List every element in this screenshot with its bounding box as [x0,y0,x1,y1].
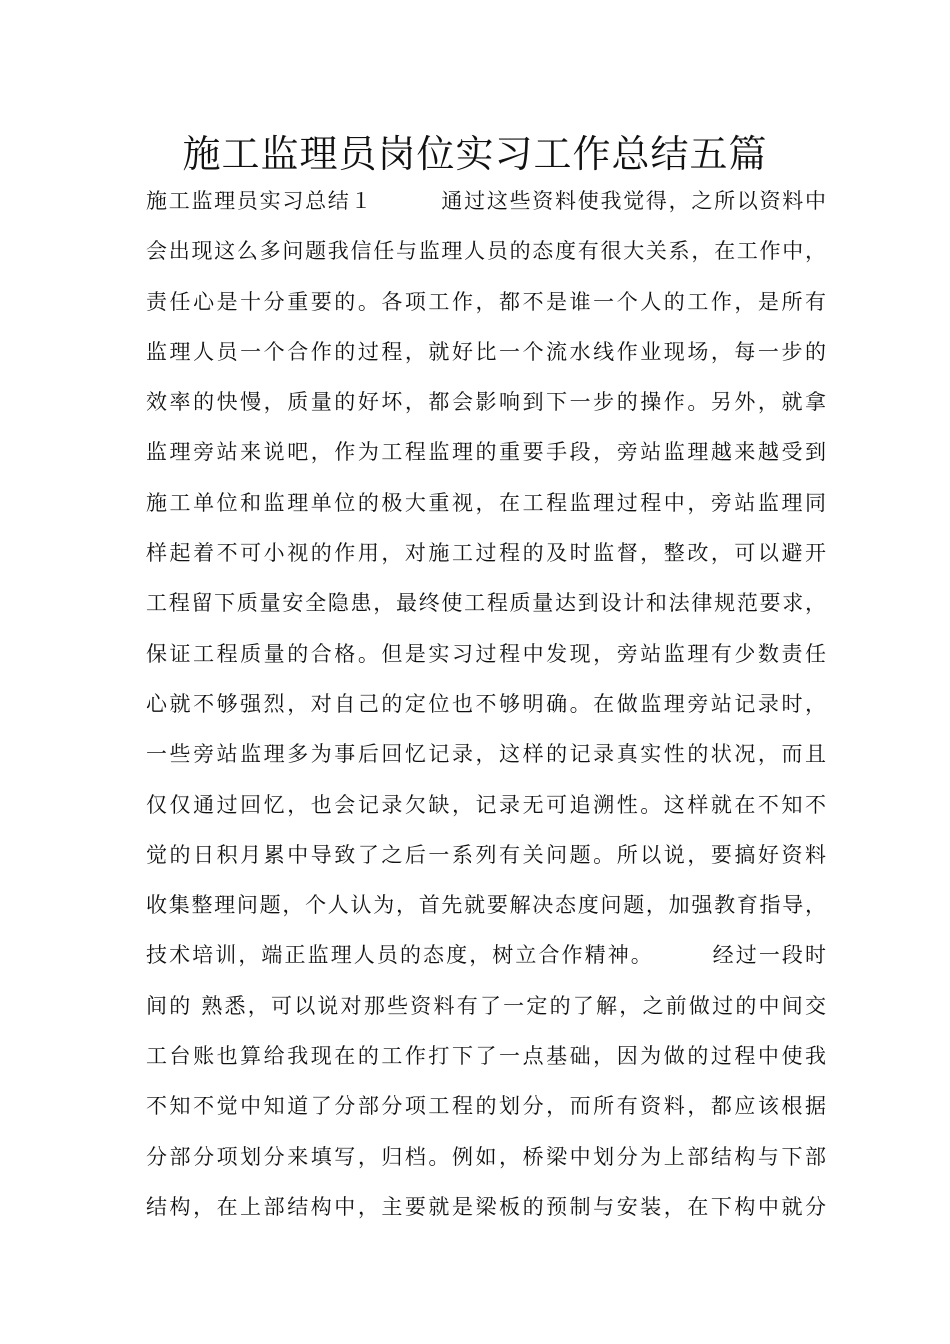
text-line: 工台账也算给我现在的工作打下了一点基础，因为做的过程中使我 [146,1044,826,1069]
document-title: 施工监理员岗位实习工作总结五篇 [182,132,768,176]
text-line: 责任心是十分重要的。各项工作，都不是谁一个人的工作，是所有 [146,289,826,314]
text-line: 监理旁站来说吧，作为工程监理的重要手段，旁站监理越来越受到 [146,440,826,465]
text-line: 觉的日积月累中导致了之后一系列有关问题。所以说，要搞好资料 [146,842,826,867]
text-line: 监理人员一个合作的过程，就好比一个流水线作业现场，每一步的 [146,339,826,364]
text-line: 技术培训，端正监理人员的态度，树立合作精神。 经过一段时 [146,943,826,968]
text-line: 效率的快慢，质量的好坏，都会影响到下一步的操作。另外，就拿 [146,390,826,415]
text-line: 保证工程质量的合格。但是实习过程中发现，旁站监理有少数责任 [146,641,826,666]
text-line: 仅仅通过回忆，也会记录欠缺，记录无可追溯性。这样就在不知不 [146,792,826,817]
text-line: 会出现这么多问题我信任与监理人员的态度有很大关系，在工作中， [146,239,826,264]
text-line: 结构，在上部结构中，主要就是梁板的预制与安装，在下构中就分 [146,1194,826,1219]
text-line: 分部分项划分来填写，归档。例如，桥梁中划分为上部结构与下部 [146,1144,826,1169]
text-line: 间的 熟悉，可以说对那些资料有了一定的了解，之前做过的中间交 [146,993,826,1018]
document-body [146,176,826,1232]
text-line: 一些旁站监理多为事后回忆记录，这样的记录真实性的状况，而且 [146,742,826,767]
text-line: 工程留下质量安全隐患，最终使工程质量达到设计和法律规范要求， [146,591,826,616]
text-line: 收集整理问题，个人认为，首先就要解决态度问题，加强教育指导， [146,893,826,918]
text-line: 施工监理员实习总结１ 通过这些资料使我觉得，之所以资料中 [146,189,826,213]
text-line: 施工单位和监理单位的极大重视，在工程监理过程中，旁站监理同 [146,490,826,515]
text-line: 心就不够强烈，对自己的定位也不够明确。在做监理旁站记录时， [146,691,826,716]
text-line: 样起着不可小视的作用，对施工过程的及时监督，整改，可以避开 [146,541,826,566]
text-line: 不知不觉中知道了分部分项工程的划分，而所有资料，都应该根据 [146,1094,826,1119]
